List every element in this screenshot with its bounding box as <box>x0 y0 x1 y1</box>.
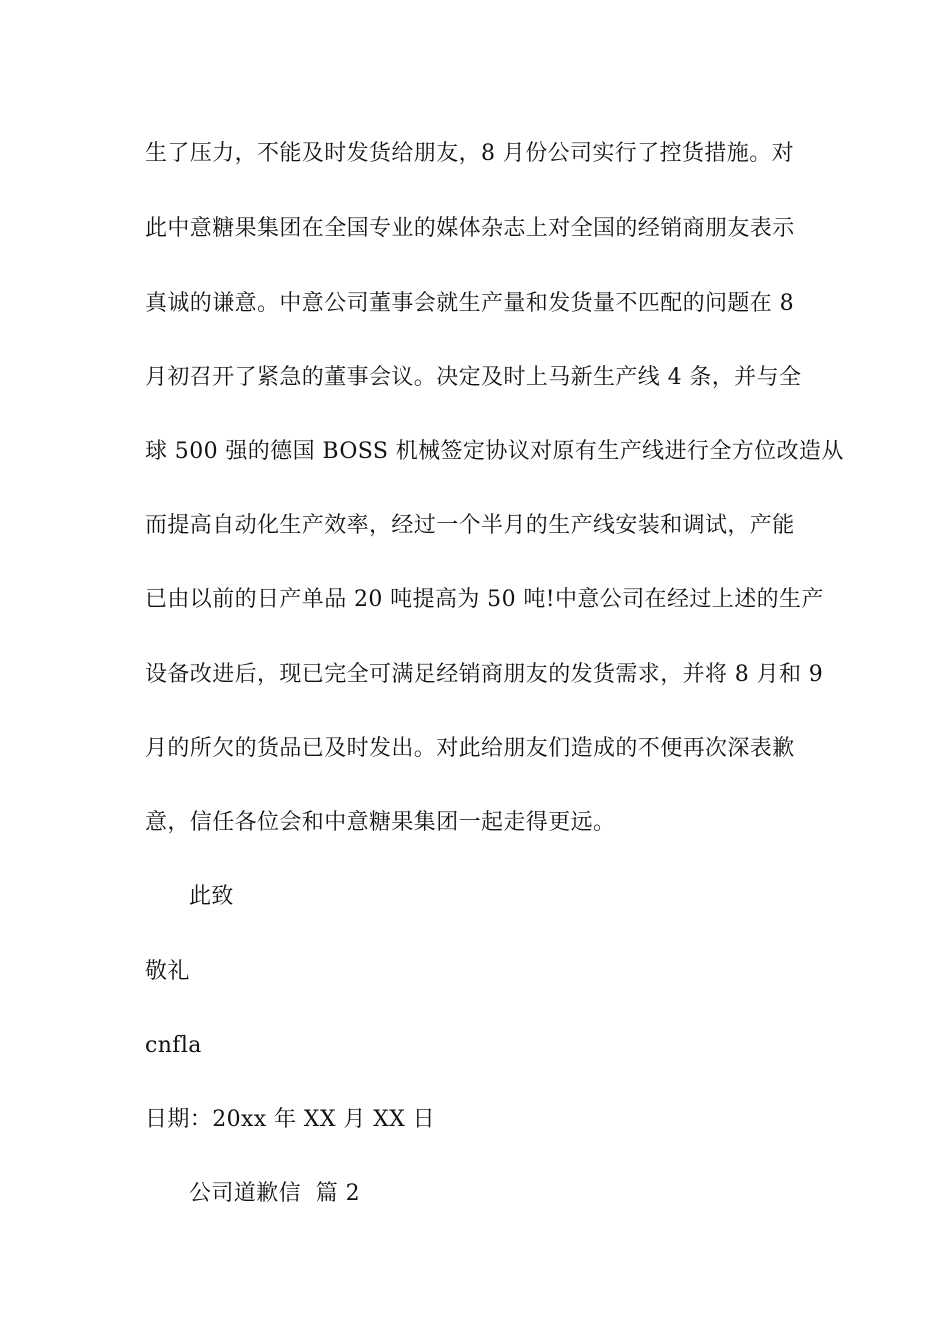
body-line: 真诚的谦意。中意公司董事会就生产量和发货量不匹配的问题在 8 <box>145 291 794 316</box>
body-line: 已由以前的日产单品 20 吨提高为 50 吨!中意公司在经过上述的生产 <box>145 587 824 612</box>
body-line: 此中意糖果集团在全国专业的媒体杂志上对全国的经销商朋友表示 <box>145 216 795 241</box>
body-line: 而提高自动化生产效率，经过一个半月的生产线安装和调试，产能 <box>145 513 795 538</box>
closing-regards: 敬礼 <box>145 959 190 984</box>
body-line: 球 500 强的德国 BOSS 机械签定协议对原有生产线进行全方位改造从 <box>145 439 844 464</box>
body-line: 意，信任各位会和中意糖果集团一起走得更远。 <box>145 810 616 835</box>
date-line: 日期：20xx 年 XX 月 XX 日 <box>145 1107 436 1132</box>
section-heading: 公司道歉信 篇 2 <box>189 1181 360 1206</box>
body-line: 设备改进后，现已完全可满足经销商朋友的发货需求，并将 8 月和 9 <box>145 662 824 687</box>
body-line: 月的所欠的货品已及时发出。对此给朋友们造成的不便再次深表歉 <box>145 736 795 761</box>
body-line: 生了压力，不能及时发货给朋友，8 月份公司实行了控货措施。对 <box>145 141 794 166</box>
signature: cnfla <box>145 1033 202 1058</box>
closing-salutation: 此致 <box>189 884 234 909</box>
body-line: 月初召开了紧急的董事会议。决定及时上马新生产线 4 条，并与全 <box>145 365 802 390</box>
